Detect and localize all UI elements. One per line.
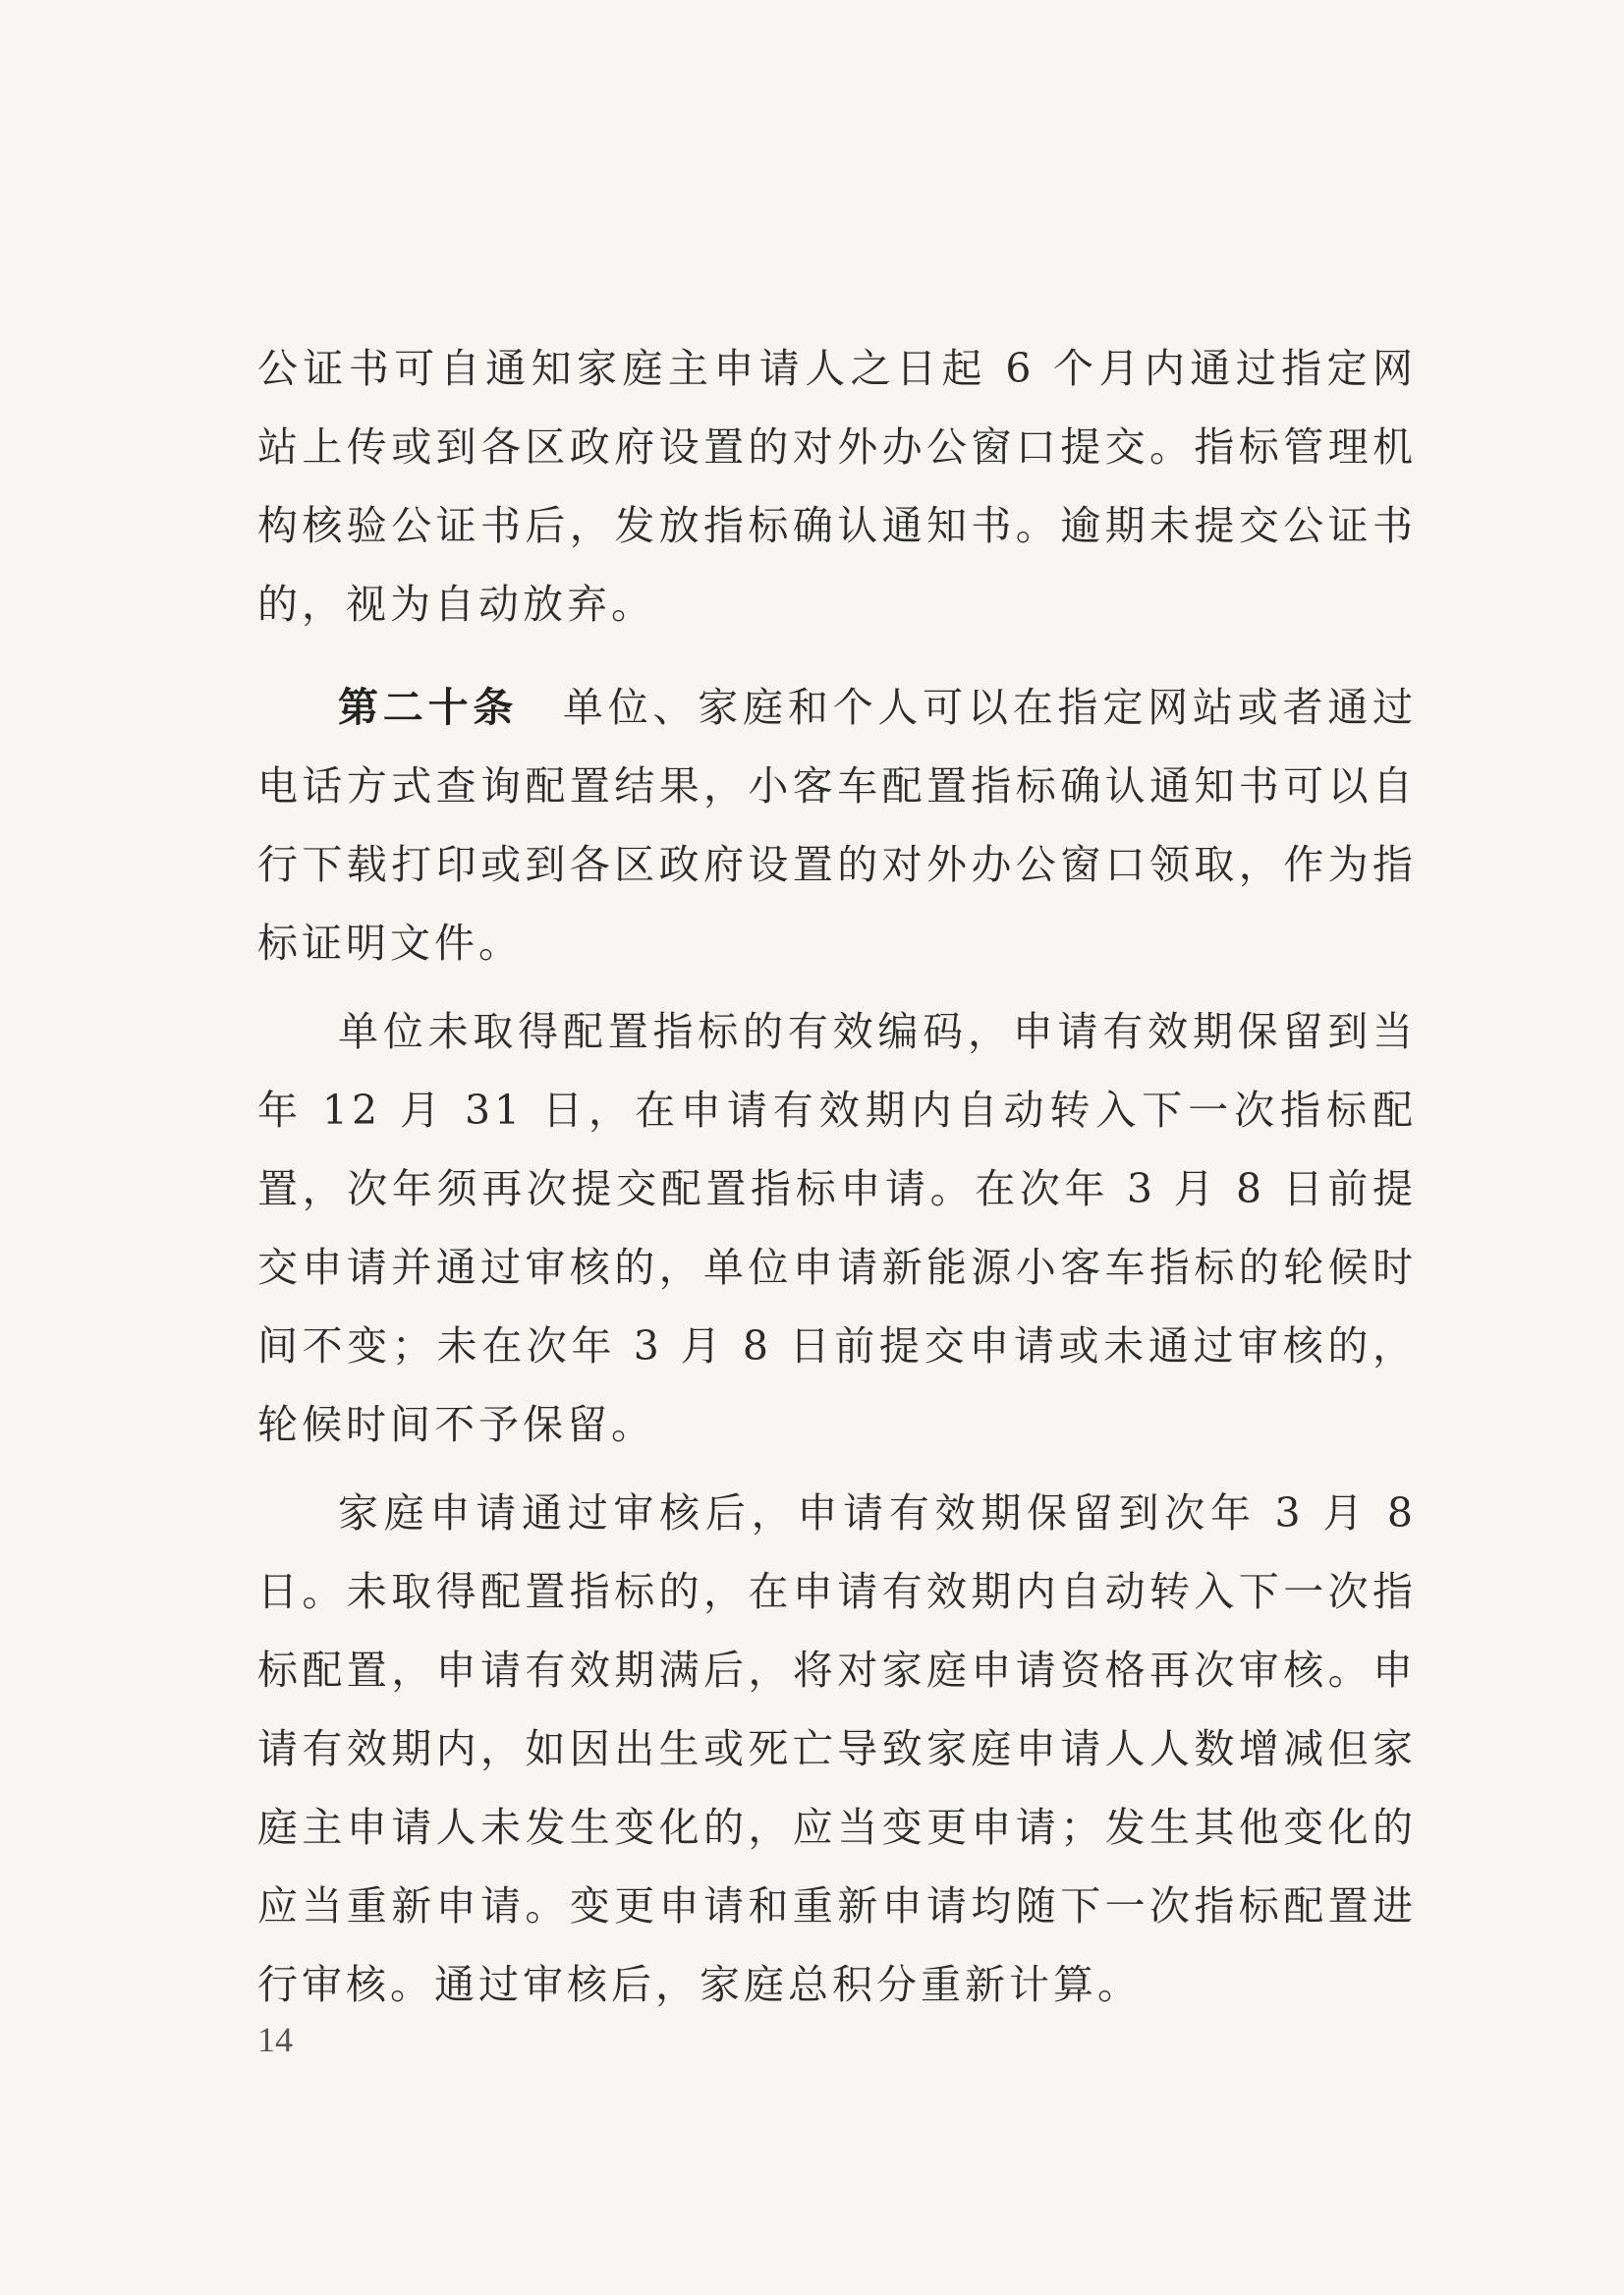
body-text-article: [257, 668, 1417, 2024]
page-number: 14: [257, 2020, 293, 2059]
paragraph-1-text: 公证书可自通知家庭主申请人之日起 6 个月内通过指定网站上传或到各区政府设置的对外办公窗口提交。指标管理机构核验公证书后，发放指标确认通知书。逾期未提交公证书的，视为自动放弃。: [257, 345, 1417, 628]
paragraph-2-text: 单位、家庭和个人可以在指定网站或者通过电话方式查询配置结果，小客车配置指标确认通知书可以自行下载打印或到各区政府设置的对外办公窗口领取，作为指标证明文件。: [257, 684, 1418, 967]
paragraph-4-text: 家庭申请通过审核后，申请有效期保留到次年 3 月 8 日。未取得配置指标的，在申请有效期内自动转入下一次指标配置，申请有效期满后，将对家庭申请资格再次审核。申请有效期内，如因出生或死亡导致家庭申请人人数增减但家庭主申请人未发生变化的，应当变更申请；发生其他变化的应当重新申请。变更申请和重新申请均随下一次指标配置进行审核。通过审核后，家庭总积分重新计算。: [257, 1489, 1417, 2008]
paragraph-3: [257, 992, 1417, 1464]
paragraph-1: [257, 329, 1417, 644]
body-text: [257, 329, 1417, 644]
paragraph-2: [257, 668, 1417, 982]
paragraph-4: [257, 1474, 1417, 2024]
article-heading: 第二十条: [338, 684, 519, 731]
paragraph-3-text: 单位未取得配置指标的有效编码，申请有效期保留到当年 12 月 31 日，在申请有效期内自动转入下一次指标配置，次年须再次提交配置指标申请。在次年 3 月 8 日前提交申请并通过审核的，单位申请新能源小客车指标的轮候时间不变；未在次年 3 月 8 日前提交申请或未通过审核的，轮候时间不予保留。: [257, 1008, 1417, 1448]
